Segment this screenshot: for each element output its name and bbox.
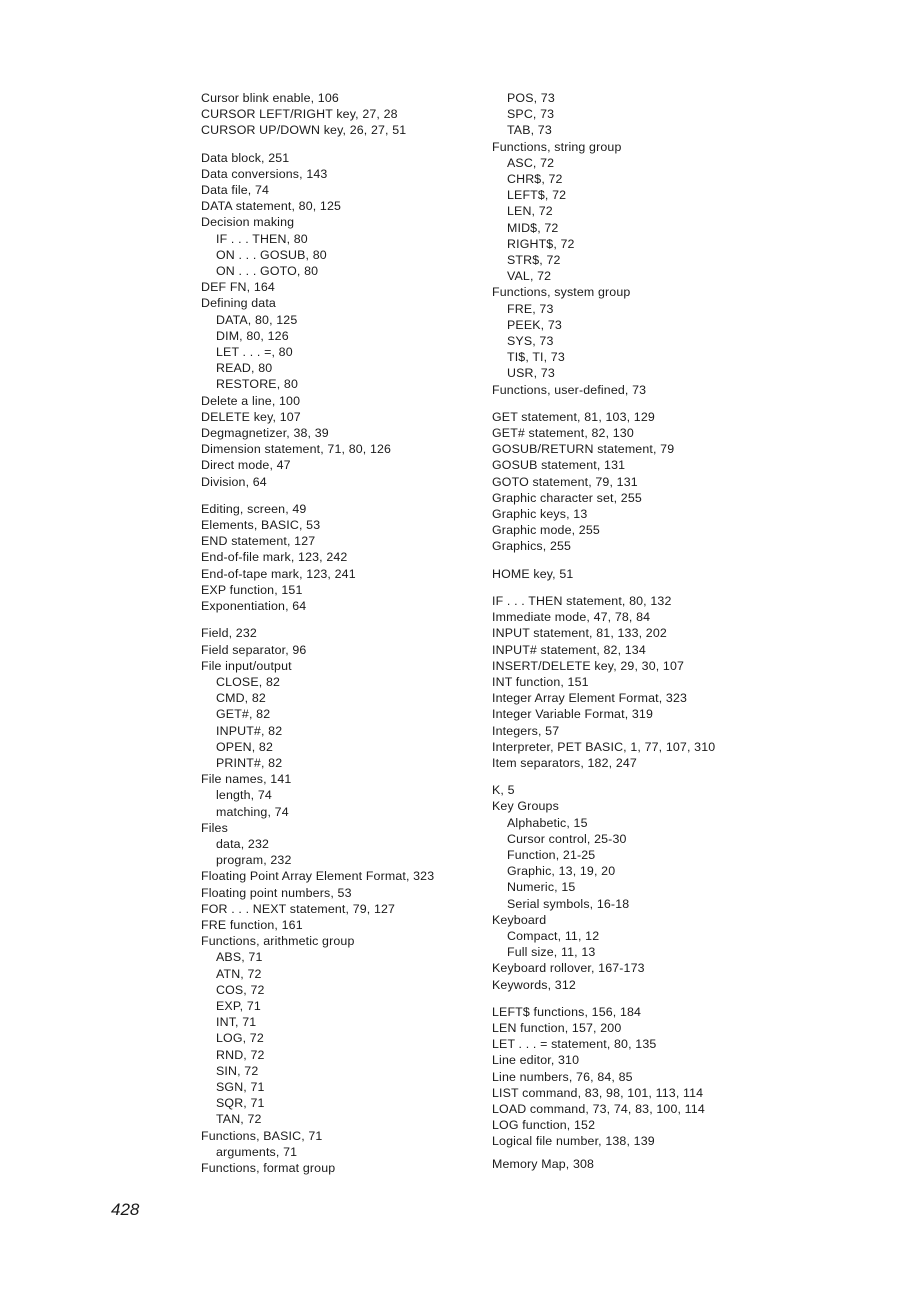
index-gap xyxy=(492,555,782,566)
index-entry: GOSUB/RETURN statement, 79 xyxy=(492,442,675,457)
index-entry: File input/output xyxy=(201,658,292,673)
index-column-left xyxy=(201,90,476,1176)
index-subentry: Numeric, 15 xyxy=(507,880,576,895)
index-subentry: PRINT#, 82 xyxy=(216,755,283,770)
index-entry: Elements, BASIC, 53 xyxy=(201,518,321,533)
index-subentry: POS, 73 xyxy=(507,91,555,105)
index-subentry: DIM, 80, 126 xyxy=(216,328,289,343)
index-subentry: SQR, 71 xyxy=(216,1096,265,1111)
index-entry: LIST command, 83, 98, 101, 113, 114 xyxy=(492,1085,704,1100)
index-entry: Item separators, 182, 247 xyxy=(492,755,637,770)
index-entry: INSERT/DELETE key, 29, 30, 107 xyxy=(492,658,685,673)
index-entry: LET . . . = statement, 80, 135 xyxy=(492,1037,657,1052)
index-entry: INPUT statement, 81, 133, 202 xyxy=(492,626,667,641)
index-entry: DATA statement, 80, 125 xyxy=(201,199,342,214)
index-subentry: SPC, 73 xyxy=(507,107,555,122)
index-entry: Field separator, 96 xyxy=(201,642,307,657)
index-entry: Editing, screen, 49 xyxy=(201,501,307,516)
index-subentry: LEN, 72 xyxy=(507,204,553,219)
index-entry: File names, 141 xyxy=(201,772,292,787)
index-entry: Functions, user-defined, 73 xyxy=(492,382,647,397)
index-subentry: TAB, 73 xyxy=(507,123,552,138)
index-entry: DEF FN, 164 xyxy=(201,280,275,295)
index-entry: Dimension statement, 71, 80, 126 xyxy=(201,442,392,457)
index-entry: K, 5 xyxy=(492,783,515,798)
index-entry: Keywords, 312 xyxy=(492,977,576,992)
index-entry: HOME key, 51 xyxy=(492,566,574,581)
index-subentry: Graphic, 13, 19, 20 xyxy=(507,864,616,879)
index-subentry: ON . . . GOTO, 80 xyxy=(216,264,319,279)
index-entry: Interpreter, PET BASIC, 1, 77, 107, 310 xyxy=(492,739,716,754)
index-entry: Line numbers, 76, 84, 85 xyxy=(492,1069,633,1084)
index-entry: Immediate mode, 47, 78, 84 xyxy=(492,610,651,625)
index-subentry: Compact, 11, 12 xyxy=(507,928,600,943)
index-entry: LEN function, 157, 200 xyxy=(492,1020,622,1035)
index-subentry: ON . . . GOSUB, 80 xyxy=(216,247,327,262)
index-entry: GET# statement, 82, 130 xyxy=(492,426,634,441)
index-subentry: VAL, 72 xyxy=(507,269,552,284)
index-subentry: ATN, 72 xyxy=(216,966,262,981)
index-entry: Decision making xyxy=(201,215,295,230)
index-subentry: MID$, 72 xyxy=(507,220,559,235)
index-entry: Direct mode, 47 xyxy=(201,458,291,473)
index-entry: Graphics, 255 xyxy=(492,539,572,554)
index-subentry: EXP, 71 xyxy=(216,998,261,1013)
index-entry: Functions, system group xyxy=(492,285,631,300)
index-subentry: IF . . . THEN, 80 xyxy=(216,231,308,246)
index-entry: Exponentiation, 64 xyxy=(201,599,307,614)
index-entry: Functions, format group xyxy=(201,1161,336,1175)
index-entry: Functions, string group xyxy=(492,139,622,154)
index-entry: Functions, BASIC, 71 xyxy=(201,1128,323,1143)
index-entry: Field, 232 xyxy=(201,626,257,641)
index-subentry: STR$, 72 xyxy=(507,253,561,268)
index-gap xyxy=(492,771,782,782)
index-gap xyxy=(201,139,476,150)
index-subentry: Serial symbols, 16-18 xyxy=(507,896,630,911)
index-entry: Logical file number, 138, 139 xyxy=(492,1134,655,1149)
index-subentry: CMD, 82 xyxy=(216,691,266,706)
index-entry: Cursor blink enable, 106 xyxy=(201,91,339,105)
index-subentry: arguments, 71 xyxy=(216,1144,298,1159)
index-subentry: data, 232 xyxy=(216,836,270,851)
index-entry: Defining data xyxy=(201,296,276,311)
index-entry: IF . . . THEN statement, 80, 132 xyxy=(492,593,672,608)
index-entry: LOAD command, 73, 74, 83, 100, 114 xyxy=(492,1101,705,1116)
index-entry: Functions, arithmetic group xyxy=(201,934,355,949)
index-subentry: ABS, 71 xyxy=(216,950,263,965)
index-subentry: TAN, 72 xyxy=(216,1112,262,1127)
index-gap xyxy=(492,398,782,409)
index-entry: END statement, 127 xyxy=(201,534,316,549)
index-subentry: Cursor control, 25-30 xyxy=(507,831,627,846)
index-entry: Keyboard xyxy=(492,912,547,927)
index-entry: FOR . . . NEXT statement, 79, 127 xyxy=(201,901,396,916)
index-entry: Keyboard rollover, 167-173 xyxy=(492,961,645,976)
index-subentry: CLOSE, 82 xyxy=(216,674,281,689)
index-entry: Files xyxy=(201,820,228,835)
index-entry: LOG function, 152 xyxy=(492,1118,596,1133)
index-entry: Memory Map, 308 xyxy=(492,1156,595,1171)
index-subentry: INT, 71 xyxy=(216,1015,257,1030)
index-entry: CURSOR UP/DOWN key, 26, 27, 51 xyxy=(201,123,407,138)
page-number: 428 xyxy=(111,1200,140,1219)
index-entry: Data file, 74 xyxy=(201,183,270,198)
index-entry: Integer Array Element Format, 323 xyxy=(492,691,688,706)
index-entry: Graphic character set, 255 xyxy=(492,490,642,505)
index-entry: Graphic mode, 255 xyxy=(492,523,600,538)
index-subentry: Alphabetic, 15 xyxy=(507,815,588,830)
index-subentry: Full size, 11, 13 xyxy=(507,945,596,960)
index-entry: INT function, 151 xyxy=(492,674,589,689)
index-subentry: CHR$, 72 xyxy=(507,172,563,187)
index-entry: EXP function, 151 xyxy=(201,582,303,597)
index-entry: CURSOR LEFT/RIGHT key, 27, 28 xyxy=(201,107,398,122)
index-subentry: LEFT$, 72 xyxy=(507,188,567,203)
index-entry: GOTO statement, 79, 131 xyxy=(492,474,638,489)
index-subentry: RESTORE, 80 xyxy=(216,377,298,392)
index-entry: Division, 64 xyxy=(201,474,267,489)
index-entry: Floating Point Array Element Format, 323 xyxy=(201,869,435,884)
index-entry: Data block, 251 xyxy=(201,150,290,165)
index-subentry: program, 232 xyxy=(216,853,292,868)
index-entry: Floating point numbers, 53 xyxy=(201,885,352,900)
index-entry: INPUT# statement, 82, 134 xyxy=(492,642,646,657)
index-subentry: INPUT#, 82 xyxy=(216,723,283,738)
index-subentry: RND, 72 xyxy=(216,1047,265,1062)
index-subentry: PEEK, 73 xyxy=(507,317,562,332)
index-subentry: SGN, 71 xyxy=(216,1079,265,1094)
index-entry: GOSUB statement, 131 xyxy=(492,458,626,473)
index-entry: Integer Variable Format, 319 xyxy=(492,707,653,722)
index-gap xyxy=(201,614,476,625)
index-entry: Key Groups xyxy=(492,799,559,814)
index-subentry: READ, 80 xyxy=(216,361,273,376)
index-entry: Data conversions, 143 xyxy=(201,166,328,181)
index-subentry: LET . . . =, 80 xyxy=(216,345,293,360)
index-entry: End-of-tape mark, 123, 241 xyxy=(201,566,356,581)
index-subentry: Function, 21-25 xyxy=(507,847,596,862)
index-entry: Graphic keys, 13 xyxy=(492,507,588,522)
index-entry: GET statement, 81, 103, 129 xyxy=(492,409,655,424)
index-subentry: USR, 73 xyxy=(507,366,555,381)
index-subentry: SYS, 73 xyxy=(507,334,554,349)
index-gap xyxy=(201,490,476,501)
index-entry: DELETE key, 107 xyxy=(201,409,301,424)
index-subentry: ASC, 72 xyxy=(507,155,555,170)
index-entry: FRE function, 161 xyxy=(201,917,303,932)
index-subentry: COS, 72 xyxy=(216,982,265,997)
index-gap xyxy=(492,993,782,1004)
index-subentry: GET#, 82 xyxy=(216,707,271,722)
index-subentry: length, 74 xyxy=(216,788,272,803)
index-entry: Degmagnetizer, 38, 39 xyxy=(201,426,329,441)
index-gap xyxy=(492,582,782,593)
index-entry: End-of-file mark, 123, 242 xyxy=(201,550,348,565)
index-entry: Integers, 57 xyxy=(492,723,560,738)
index-subentry: matching, 74 xyxy=(216,804,289,819)
index-subentry: TI$, TI, 73 xyxy=(507,350,565,365)
index-subentry: FRE, 73 xyxy=(507,301,554,316)
index-entry: LEFT$ functions, 156, 184 xyxy=(492,1004,642,1019)
index-entry: Line editor, 310 xyxy=(492,1053,580,1068)
index-entry: Delete a line, 100 xyxy=(201,393,301,408)
index-subentry: OPEN, 82 xyxy=(216,739,273,754)
index-subentry: SIN, 72 xyxy=(216,1063,259,1078)
index-column-right xyxy=(492,90,782,1172)
index-subentry: DATA, 80, 125 xyxy=(216,312,298,327)
index-subentry: RIGHT$, 72 xyxy=(507,236,575,251)
index-subentry: LOG, 72 xyxy=(216,1031,264,1046)
